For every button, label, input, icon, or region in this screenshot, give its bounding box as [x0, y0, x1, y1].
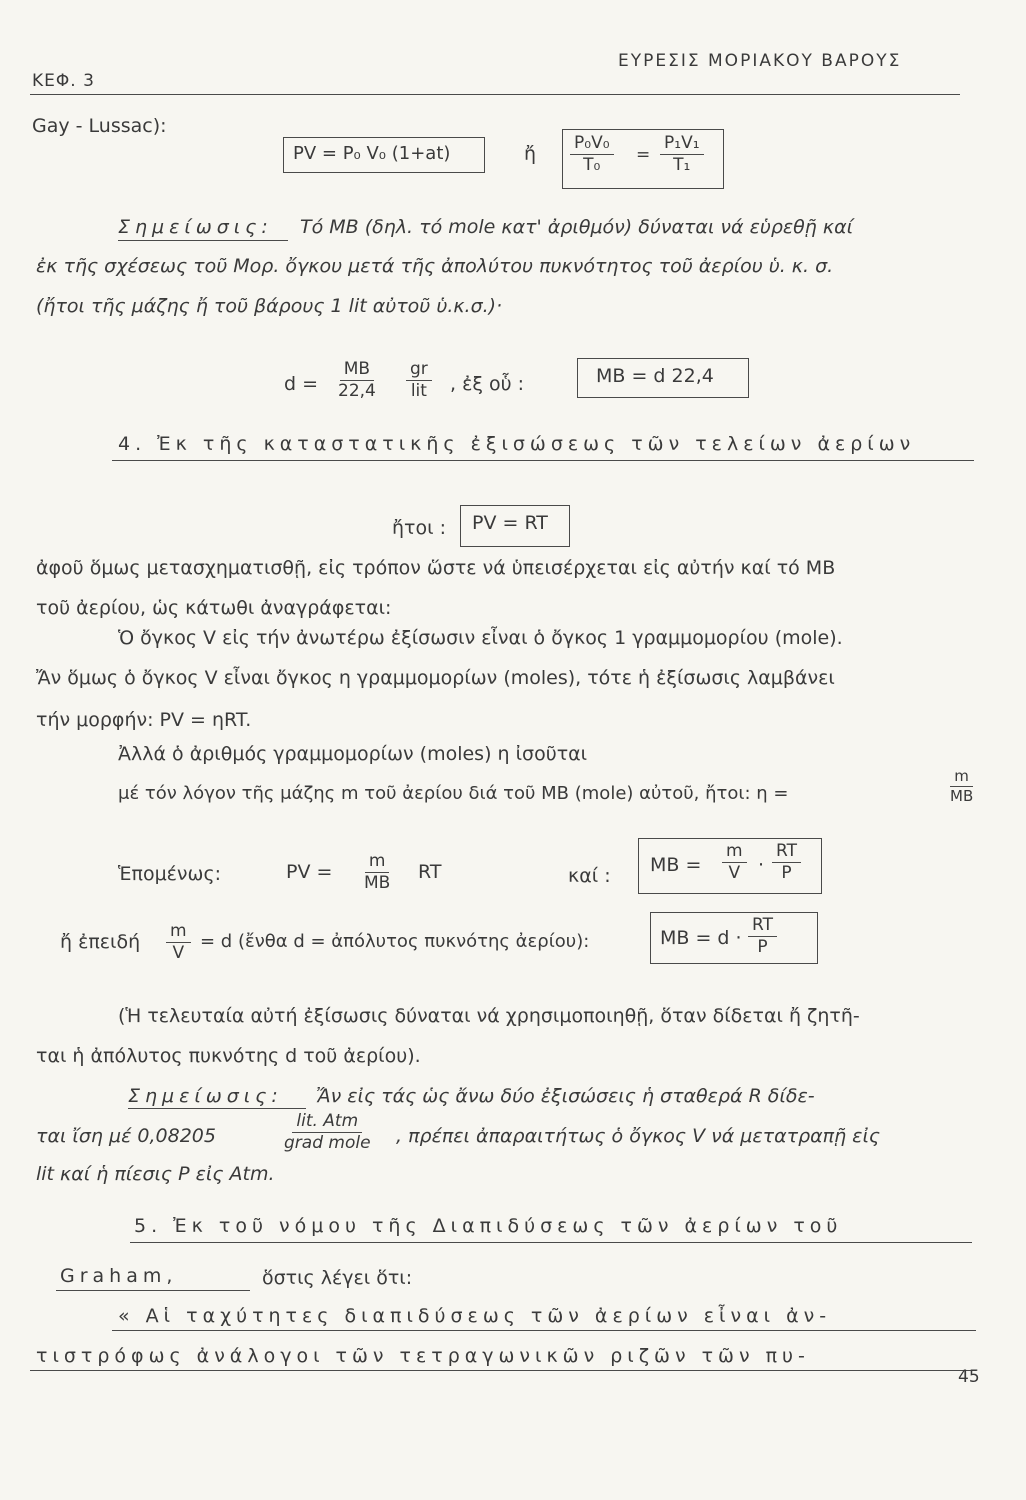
note2-label: Σημείωσις:: [128, 1085, 283, 1107]
pv-frac-num: m: [365, 852, 390, 873]
or-word: ἤ: [524, 143, 537, 165]
note2-label-underline: [128, 1108, 306, 1109]
pv-rt-boxed: PV = RT: [472, 512, 548, 534]
note1-label: Σημείωσις:: [118, 216, 273, 238]
density-frac1-den: 22,4: [338, 380, 376, 401]
mb-d-frac: [748, 916, 777, 956]
section4-p8: (Ἡ τελευταία αὐτή ἐξίσωσις δύναται νά χρησιμοποιηθῇ, ὅταν δίδεται ἤ ζητῆ-: [118, 1005, 860, 1027]
page-number: 45: [958, 1367, 980, 1387]
mb-d-frac-num: RT: [748, 916, 777, 937]
mb-box-frac2-num: RT: [772, 842, 801, 863]
header-rule: [30, 94, 960, 95]
note1-label-underline: [118, 240, 288, 241]
section4-p6: Ἀλλά ὁ ἀριθμός γραμμομορίων (moles) η ἰσοῦται: [118, 743, 588, 765]
p7-frac-num: m: [950, 768, 973, 787]
note1-line1: Τό ΜΒ (δηλ. τό mole κατ' ἀριθμόν) δύναται νά εὑρεθῇ καί: [300, 216, 854, 238]
kai-word: καί :: [568, 865, 611, 887]
graham-name: Graham,: [60, 1265, 178, 1287]
density-boxed: ΜΒ = d 22,4: [596, 365, 714, 387]
section4-p5: τήν μορφήν: PV = ηRT.: [36, 709, 252, 731]
density-frac1-num: ΜΒ: [340, 360, 374, 381]
ratio-left-num: P₀V₀: [570, 134, 614, 155]
ratio-left: [570, 134, 614, 174]
section4-title-underline: [112, 460, 974, 461]
note2-line2b: , πρέπει ἀπαραιτήτως ὁ ὄγκος V νά μετατραπῇ εἰς: [396, 1125, 881, 1147]
section4-p7: μέ τόν λόγον τῆς μάζης m τοῦ ἀερίου διά τοῦ ΜΒ (mole) αὐτοῦ, ἤτοι: η =: [118, 783, 789, 804]
note1-line3: (ἤτοι τῆς μάζης ἤ τοῦ βάρους 1 lit αὐτοῦ ὑ.κ.σ.)·: [36, 295, 503, 317]
chapter-label: ΚΕΦ. 3: [32, 71, 95, 91]
density-frac2: [406, 360, 432, 400]
graham-rest: ὅστις λέγει ὅτι:: [262, 1267, 413, 1289]
density-frac2-num: gr: [406, 360, 432, 381]
ratio-equals: =: [636, 145, 651, 165]
p7-frac: [946, 768, 977, 804]
mb-box-dot: ·: [758, 854, 765, 876]
gay-lussac-formula: PV = P₀ V₀ (1+at): [293, 143, 451, 164]
section4-p4: Ἄν ὅμως ὁ ὄγκος V εἶναι ὄγκος η γραμμομορίων (moles), τότε ἡ ἐξίσωσις λαμβάνει: [36, 667, 835, 689]
ratio-right-den: T₁: [673, 154, 691, 175]
density-frac1: [334, 360, 380, 400]
mb-d-lhs: ΜΒ = d ·: [660, 927, 742, 949]
note2-line2a: ται ἴση μέ 0,08205: [36, 1125, 216, 1147]
mb-box-frac2: [772, 842, 801, 882]
section4-p3: Ὁ ὄγκος V εἰς τήν ἀνωτέρω ἐξίσωσιν εἶναι ὁ ὄγκος 1 γραμμομορίου (mole).: [118, 627, 843, 649]
note2-frac-num: lit. Atm: [292, 1112, 362, 1133]
section5-title-underline: [130, 1242, 972, 1243]
note2-line1: Ἄν εἰς τάς ὡς ἄνω δύο ἐξισώσεις ἡ σταθερά R δίδε-: [316, 1085, 815, 1107]
ratio-left-den: T₀: [583, 154, 601, 175]
mb-box-lhs: ΜΒ =: [650, 854, 702, 876]
pv-rt: RT: [418, 861, 442, 883]
mb-d-frac-den: P: [757, 936, 768, 957]
pv-frac-den: ΜΒ: [364, 872, 391, 893]
note2-frac: [280, 1112, 375, 1152]
density-ex-hou: , ἐξ οὗ :: [450, 373, 525, 395]
pv-eq: PV =: [286, 861, 333, 883]
mb-box-frac1: [722, 842, 747, 882]
epeidi-label: ἤ ἐπειδή: [60, 931, 141, 953]
density-frac2-den: lit: [410, 380, 427, 401]
mb-box-frac2-den: P: [781, 862, 792, 883]
ratio-right-num: P₁V₁: [660, 134, 704, 155]
section5-title: 5. Ἐκ τοῦ νόμου τῆς Διαπιδύσεως τῶν ἀερίων τοῦ: [134, 1215, 843, 1237]
density-d-eq: d =: [284, 373, 319, 395]
quote-line1-underline: [112, 1330, 976, 1331]
section4-p1: ἀφοῦ ὅμως μετασχηματισθῇ, εἰς τρόπον ὥστε νά ὑπεισέρχεται εἰς αὐτήν καί τό ΜΒ: [36, 557, 836, 579]
quote-line2-underline: [30, 1370, 976, 1371]
epeidi-frac-num: m: [166, 922, 191, 943]
mb-box-frac1-den: V: [728, 862, 741, 883]
note2-frac-den: grad mole: [284, 1132, 371, 1153]
section-title: ΕΥΡΕΣΙΣ ΜΟΡΙΑΚΟΥ ΒΑΡΟΥΣ: [618, 51, 902, 71]
gay-lussac-label: Gay - Lussac):: [32, 115, 167, 137]
p7-frac-den: ΜΒ: [950, 786, 974, 805]
quote-line2: τιστρόφως ἀνάλογοι τῶν τετραγωνικῶν ριζῶν τῶν πυ-: [36, 1345, 810, 1367]
pv-frac: [360, 852, 394, 892]
mb-box-frac1-num: m: [722, 842, 747, 863]
ratio-right: [660, 134, 704, 174]
section4-p9: ται ἡ ἀπόλυτος πυκνότης d τοῦ ἀερίου).: [36, 1045, 421, 1067]
quote-line1: « Αἱ ταχύτητες διαπιδύσεως τῶν ἀερίων εἶναι ἀν-: [118, 1305, 832, 1327]
epeidi-frac: [166, 922, 191, 962]
note1-line2: ἐκ τῆς σχέσεως τοῦ Μορ. ὄγκου μετά τῆς ἀπολύτου πυκνότητος τοῦ ἀερίου ὑ. κ. σ.: [36, 255, 834, 277]
graham-underline: [56, 1290, 250, 1291]
section4-p2: τοῦ ἀερίου, ὡς κάτωθι ἀναγράφεται:: [36, 597, 392, 619]
epeidi-rest: = d (ἔνθα d = ἀπόλυτος πυκνότης ἀερίου):: [200, 931, 590, 952]
epomenos-label: Ἑπομένως:: [118, 863, 222, 885]
section4-itoi: ἤτοι :: [392, 517, 446, 539]
note2-line3: lit καί ἡ πίεσις P εἰς Atm.: [36, 1163, 275, 1185]
epeidi-frac-den: V: [172, 942, 185, 963]
section4-title: 4. Ἐκ τῆς καταστατικῆς ἐξισώσεως τῶν τελείων ἀερίων: [118, 433, 916, 455]
